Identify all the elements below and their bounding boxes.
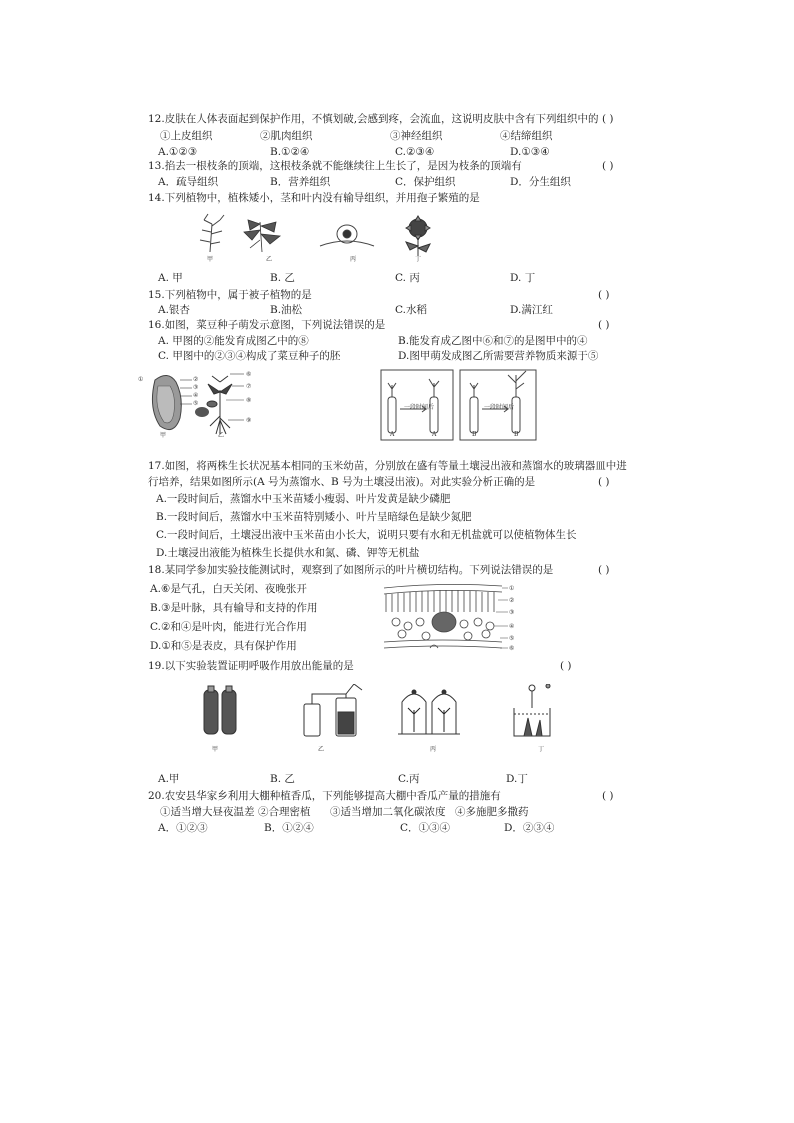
q16-seed-mark-5: ⑤ [193, 400, 199, 407]
q12-option-a: A.①②③ [158, 146, 198, 158]
q12-item-4: ④结缔组织 [500, 130, 553, 142]
lime-water-bottles-icon [304, 684, 362, 736]
bell-jar-plants-icon [398, 690, 460, 734]
q12-item-1: ①上皮组织 [160, 130, 213, 142]
q17-tube-letter-b2: B [514, 431, 519, 438]
q16-bean-seed-figure [140, 368, 260, 438]
q17-stem: 17.如图，将两株生长状况基本相同的玉米幼苗，分别放在盛有等量土壤浸出液和蒸馏水的玻璃器皿中进 [148, 460, 627, 472]
q15-answer-bracket: ( ) [598, 289, 610, 301]
q17-tube-letter-b1: B [472, 431, 477, 438]
q20-stem: 20.农安县华家乡利用大棚种植香瓜，下列能够提高大棚中香瓜产量的措施有 [148, 790, 501, 802]
q20-option-c: C．①③④ [400, 822, 451, 834]
q19-answer-bracket: ( ) [560, 660, 572, 672]
q12-answer-bracket: ( ) [602, 113, 614, 125]
q18-stem: 18.某同学参加实验技能测试时，观察到了如图所示的叶片横切结构。下列说法错误的是 [148, 564, 554, 576]
q17-tube-caption-left: 一段时间后 [404, 404, 435, 411]
q14-option-a: A. 甲 [158, 272, 183, 284]
q16-seed-mark-3: ③ [193, 384, 199, 391]
q19-figure-label-jia: 甲 [212, 746, 219, 753]
q19-option-a: A.甲 [158, 773, 180, 785]
q12-item-2: ②肌肉组织 [260, 130, 313, 142]
q15-option-a: A.银杏 [158, 304, 190, 316]
q19-option-d: D.丁 [506, 773, 528, 785]
q14-option-d: D. 丁 [510, 272, 536, 284]
q20-option-a: A．①②③ [158, 822, 208, 834]
q16-option-d: D.图甲萌发成图乙所需要营养物质来源于⑤ [398, 350, 599, 362]
q13-stem: 13.掐去一根枝条的顶端，这根枝条就不能继续往上生长了，是因为枝条的顶端有 [148, 160, 522, 172]
q18-leaf-mark-1: ① [509, 585, 515, 592]
q12-option-b: B.①②④ [270, 146, 310, 158]
q18-option-c: C.②和④是叶肉，能进行光合作用 [150, 621, 307, 633]
q16-figure-label-jia: 甲 [160, 432, 167, 439]
q20-item-1: ①适当增大昼夜温差 [160, 806, 255, 818]
q15-option-c: C.水稻 [395, 304, 427, 316]
q15-stem: 15.下列植物中，属于被子植物的是 [148, 289, 312, 301]
leaf-cross-section-icon [384, 584, 502, 648]
q18-option-a: A.⑥是气孔，白天关闭、夜晚张开 [150, 583, 307, 595]
q12-stem: 12.皮肤在人体表面起到保护作用，不慎划破,会感到疼，会流血，这说明皮肤中含有下列组织中的 [148, 113, 599, 125]
q20-item-2: ②合理密植 [258, 806, 311, 818]
q13-option-d: D．分生组织 [510, 176, 571, 188]
q18-leaf-mark-3: ③ [509, 609, 515, 616]
q14-plant-figures [190, 212, 460, 262]
q19-option-c: C.丙 [398, 773, 420, 785]
sunflower-plant-icon [406, 216, 430, 256]
q19-figure-label-yi: 乙 [318, 746, 325, 753]
q18-option-d: D.①和⑤是表皮，具有保护作用 [150, 640, 297, 652]
q17-option-c: C.一段时间后，土壤浸出液中玉米苗由小长大，说明只要有水和无机盐就可以使植物体生长 [156, 529, 577, 541]
q16-seed-mark-2: ② [193, 376, 199, 383]
q16-plant-mark-9: ⑨ [246, 417, 252, 424]
q18-leaf-mark-6: ⑥ [509, 645, 515, 652]
q16-option-b: B.能发育成乙图中⑥和⑦的是图甲中的④ [398, 335, 588, 347]
q12-option-c: C.②③④ [395, 146, 435, 158]
q16-seed-mark-4: ④ [193, 392, 199, 399]
q16-option-a: A. 甲图的②能发育成图乙中的⑧ [158, 335, 309, 347]
q13-answer-bracket: ( ) [602, 160, 614, 172]
goldfish-algae-tank-icon [514, 684, 550, 736]
q17-tube-letter-a1: A [390, 431, 395, 438]
q20-item-4: ④多施肥多撒药 [455, 806, 529, 818]
q13-option-b: B．营养组织 [270, 176, 331, 188]
q17-option-d: D.土壤浸出液能为植株生长提供水和氮、磷、钾等无机盐 [156, 547, 420, 559]
q18-leaf-mark-5: ⑤ [509, 635, 515, 642]
q18-leaf-mark-2: ② [509, 597, 515, 604]
q14-figure-label-bing: 丙 [350, 256, 357, 263]
q18-leaf-section-figure [382, 582, 515, 652]
q15-option-d: D.满江红 [510, 304, 553, 316]
fern-plant-icon [244, 220, 280, 252]
q18-answer-bracket: ( ) [598, 564, 610, 576]
q17-answer-bracket: ( ) [598, 476, 610, 488]
q19-option-b: B. 乙 [270, 773, 295, 785]
q14-figure-label-jia: 甲 [207, 256, 214, 263]
q20-item-3: ③适当增加二氧化碳浓度 [330, 806, 446, 818]
q17-tube-caption-right: 一段时间后 [484, 404, 515, 411]
bean-seedling-icon [207, 376, 232, 434]
q19-apparatus-figures [192, 684, 572, 744]
q17-option-b: B.一段时间后，蒸馏水中玉米苗特别矮小、叶片呈暗绿色是缺少氮肥 [156, 511, 472, 523]
bean-seed-section-icon [152, 375, 209, 429]
q19-stem: 19.以下实验装置证明呼吸作用放出能量的是 [148, 660, 354, 672]
q12-item-3: ③神经组织 [390, 130, 443, 142]
q13-option-c: C．保护组织 [395, 176, 456, 188]
q20-option-b: B．①②④ [264, 822, 314, 834]
q19-figure-label-bing: 丙 [430, 746, 437, 753]
algae-plant-icon [320, 225, 374, 246]
q16-plant-mark-8: ⑧ [246, 397, 252, 404]
q16-seed-mark-1: ① [138, 376, 144, 383]
q18-leaf-mark-4: ④ [509, 623, 515, 630]
q14-stem: 14.下列植物中，植株矮小，茎和叶内没有输导组织，并用孢子繁殖的是 [148, 192, 480, 204]
q16-option-c: C. 甲图中的②③④构成了菜豆种子的胚 [158, 350, 341, 362]
q17-stem-continued: 行培养，结果如图所示(A 号为蒸馏水、B 号为土壤浸出液)。对此实验分析正确的是 [148, 476, 536, 488]
q14-figure-label-ding: 丁 [415, 256, 422, 263]
q17-tube-letter-a2: A [432, 431, 437, 438]
q14-figure-label-yi: 乙 [266, 256, 273, 263]
q20-option-d: D．②③④ [504, 822, 555, 834]
q16-plant-mark-6: ⑥ [246, 371, 252, 378]
q14-option-b: B. 乙 [270, 272, 295, 284]
q13-option-a: A．疏导组织 [158, 176, 219, 188]
q16-answer-bracket: ( ) [598, 319, 610, 331]
q16-figure-label-yi: 乙 [218, 432, 225, 439]
q16-stem: 16.如图，菜豆种子萌发示意图，下列说法错误的是 [148, 319, 386, 331]
q14-option-c: C. 丙 [395, 272, 420, 284]
q20-answer-bracket: ( ) [602, 790, 614, 802]
thermos-flasks-icon [204, 686, 236, 734]
q15-option-b: B.油松 [270, 304, 303, 316]
moss-plant-icon [200, 214, 224, 252]
q17-option-a: A.一段时间后，蒸馏水中玉米苗矮小瘦弱、叶片发黄是缺少磷肥 [156, 493, 451, 505]
q19-figure-label-ding: 丁 [538, 746, 545, 753]
q16-plant-mark-7: ⑦ [246, 383, 252, 390]
q12-option-d: D.①③④ [510, 146, 550, 158]
q18-option-b: B.③是叶脉，具有输导和支持的作用 [150, 602, 318, 614]
